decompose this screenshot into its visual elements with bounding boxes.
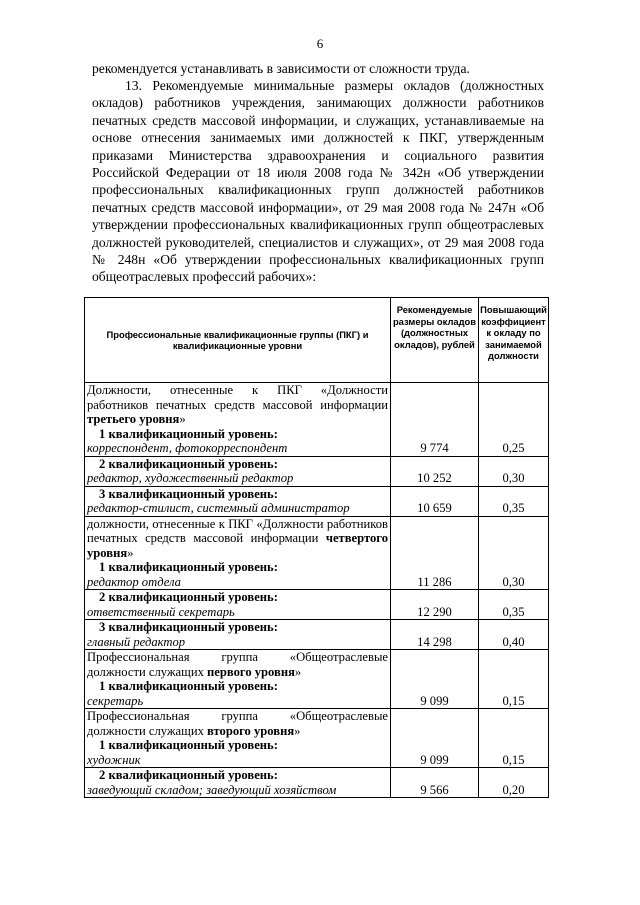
table-header-row <box>85 298 549 383</box>
position-list: секретарь <box>87 693 144 708</box>
group-name-end: » <box>294 664 302 679</box>
group-name-level: четвертого уровня <box>87 531 388 560</box>
salary-value: 12 290 <box>391 605 478 621</box>
group-name-text: Профессиональная группа «Общеотраслевые должности служащих <box>87 709 388 738</box>
intro-paragraph: 13. Рекомендуемые минимальные размеры окладов (должностных окладов) работников учреждения, занимающих должности работников печатных средств массовой информации, и служащих, устанавливаемые на основе отнесения занимаемых ими должностей к ПКГ, утвержденным приказами Министерства здравоохранения и социального развития Российской Федерации от 18 июля 2008 года № 342н «Об утверждении профессиональных квалификационных групп должностей работников печатных средств массовой информации», от 29 мая 2008 года № 247н «Об утверждении профессиональных квалификационных групп общеотраслевых должностей руководителей, специалистов и служащих», от 29 мая 2008 года № 248н «Об утверждении профессиональных квалификационных групп общеотраслевых профессий рабочих»: <box>92 78 544 285</box>
qualification-level: 3 квалификационный уровень: <box>99 486 278 501</box>
group-cell <box>85 516 391 650</box>
group-name-text: должности, отнесенные к ПКГ «Должности работников печатных средств массовой информации <box>87 516 388 545</box>
salary-value: 9 566 <box>420 782 449 797</box>
group-name <box>85 709 390 738</box>
coefficient-value: 0,15 <box>479 753 548 769</box>
group-name-level: третьего уровня <box>87 412 180 426</box>
coefficient-value: 0,30 <box>479 471 548 487</box>
group-name-level: первого уровня <box>207 664 295 679</box>
qualification-level: 1 квалификационный уровень: <box>99 426 278 441</box>
position-list: редактор отдела <box>85 575 390 591</box>
group-name <box>85 517 390 561</box>
group-cell <box>85 650 391 709</box>
table-row <box>85 383 549 517</box>
group-name <box>85 383 390 427</box>
salary-cell <box>391 650 479 709</box>
coefficient-value: 0,20 <box>502 782 525 797</box>
qualification-level: 3 квалификационный уровень: <box>99 620 278 634</box>
position-list: редактор-стилист, системный администратор <box>87 501 350 515</box>
group-name-end: » <box>179 412 186 426</box>
coefficient-value: 0,35 <box>479 605 548 621</box>
salary-table <box>84 297 549 798</box>
coefficient-value: 0,30 <box>479 575 548 591</box>
group-name-end: » <box>294 723 301 738</box>
header-coefficient: Повышающий коэффициент к окладу по занимаемой должности <box>479 298 549 383</box>
position-list: корреспондент, фотокорреспондент <box>85 441 390 457</box>
table-row <box>85 516 549 650</box>
salary-value: 9 774 <box>391 441 478 457</box>
coefficient-value: 0,35 <box>502 501 525 515</box>
position-list: художник <box>85 753 390 769</box>
coefficient-value: 0,25 <box>479 441 548 457</box>
qualification-level: 2 квалификационный уровень: <box>99 456 278 471</box>
coefficient-cell <box>479 516 549 650</box>
coefficient-value: 0,15 <box>502 693 525 708</box>
group-name-end: » <box>127 545 134 560</box>
table-row <box>85 709 549 798</box>
header-groups: Профессиональные квалификационные группы (ПКГ) и квалификационные уровни <box>85 298 391 383</box>
position-list: заведующий складом; заведующий хозяйством <box>87 782 337 797</box>
qualification-level: 1 квалификационный уровень: <box>99 679 278 693</box>
salary-value: 9 099 <box>391 753 478 769</box>
qualification-level: 1 квалификационный уровень: <box>99 738 278 752</box>
salary-cell <box>391 383 479 517</box>
salary-cell <box>391 516 479 650</box>
group-name-text: Профессиональная группа «Общеотраслевые должности служащих <box>87 650 388 679</box>
position-list: ответственный секретарь <box>85 605 390 621</box>
table-body <box>85 383 549 798</box>
position-list: главный редактор <box>87 634 186 649</box>
page-number: 6 <box>316 36 324 51</box>
group-name-text: Должности, отнесенные к ПКГ «Должности работников печатных средств массовой информации <box>87 383 388 412</box>
qualification-level: 2 квалификационный уровень: <box>99 590 278 604</box>
table-row <box>85 650 549 709</box>
coefficient-cell <box>479 709 549 798</box>
salary-value: 10 659 <box>417 501 452 515</box>
salary-value: 11 286 <box>391 575 478 591</box>
qualification-level: 1 квалификационный уровень: <box>99 560 278 574</box>
coefficient-value: 0,40 <box>502 634 525 649</box>
group-cell <box>85 383 391 517</box>
salary-value: 14 298 <box>417 634 452 649</box>
coefficient-cell <box>479 383 549 517</box>
intro-line: рекомендуется устанавливать в зависимости от сложности труда. <box>92 61 470 76</box>
qualification-level: 2 квалификационный уровень: <box>99 768 278 782</box>
salary-value: 9 099 <box>420 693 449 708</box>
position-list: редактор, художественный редактор <box>85 471 390 487</box>
group-name-level: второго уровня <box>207 723 295 738</box>
header-salary: Рекомендуемые размеры окладов (должностных окладов), рублей <box>391 298 479 383</box>
group-name <box>85 650 390 679</box>
group-cell <box>85 709 391 798</box>
coefficient-cell <box>479 650 549 709</box>
salary-cell <box>391 709 479 798</box>
salary-value: 10 252 <box>391 471 478 487</box>
